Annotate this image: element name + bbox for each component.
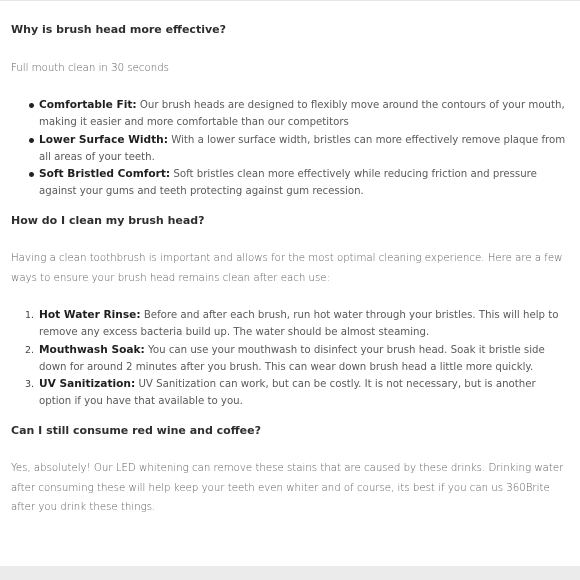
list-item-term: Hot Water Rinse: xyxy=(39,309,141,321)
list-item-term: Soft Bristled Comfort: xyxy=(39,168,171,181)
list-item-number: 2. xyxy=(25,344,35,356)
list-item-term: Lower Surface Width: xyxy=(39,133,168,146)
list-item-text: Before and after each brush, run hot water through your bristles. This will help to remove any excess bacteria build up. The water should be almost steaming. xyxy=(39,310,559,339)
list-item-term: Mouthwash Soak: xyxy=(39,343,145,356)
list-item xyxy=(11,166,567,201)
bullet-icon xyxy=(29,172,34,177)
list-item-number: 3. xyxy=(25,379,35,391)
list-item xyxy=(11,132,567,167)
faq-intro-full-mouth: Full mouth clean in 30 seconds xyxy=(11,63,169,74)
benefits-list xyxy=(11,97,567,201)
bullet-icon xyxy=(29,138,34,143)
list-item-text: Soft bristles clean more effectively while reducing friction and pressure against your gums and teeth protecting against gum recession. xyxy=(39,169,537,198)
list-item-text: UV Sanitization can work, but can be costly. It is not necessary, but is another option if you have that available to you. xyxy=(39,379,536,408)
list-item-term: Comfortable Fit: xyxy=(39,99,137,111)
faq-intro-clean-toothbrush: Having a clean toothbrush is important and allows for the most optimal cleaning experience. Here are a few ways to ensure your brush head remains clean after each use: xyxy=(11,253,563,284)
list-item xyxy=(11,97,567,132)
faq-question-clean-brush-head: How do I clean my brush head? xyxy=(11,214,205,227)
list-item-number: 1. xyxy=(25,310,35,321)
faq-question-brush-head-effective: Why is brush head more effective? xyxy=(11,23,226,36)
list-item xyxy=(11,342,567,377)
faq-answer-red-wine-coffee: Yes, absolutely! Our LED whitening can remove these stains that are caused by these drinks. Drinking water after consuming these will help keep your teeth even whiter and of course, its best if you can us 360Brite after you drink these things. xyxy=(11,463,564,513)
cleaning-steps-list xyxy=(11,307,567,411)
list-item-text: You can use your mouthwash to disinfect your brush head. Soak it bristle side down for around 2 minutes after you brush. This can wear down brush head a little more quickly. xyxy=(39,344,545,373)
list-item-text: Our brush heads are designed to flexibly move around the contours of your mouth, making it easier and more comfortable than our competitors xyxy=(39,100,565,129)
list-item xyxy=(11,376,567,411)
list-item xyxy=(11,307,567,342)
page-bottom-strip xyxy=(0,566,580,580)
list-item-term: UV Sanitization: xyxy=(39,378,136,391)
list-item-text: With a lower surface width, bristles can more effectively remove plaque from all areas of your teeth. xyxy=(39,134,566,163)
faq-question-red-wine-coffee: Can I still consume red wine and coffee? xyxy=(11,424,261,437)
bullet-icon xyxy=(29,103,34,108)
